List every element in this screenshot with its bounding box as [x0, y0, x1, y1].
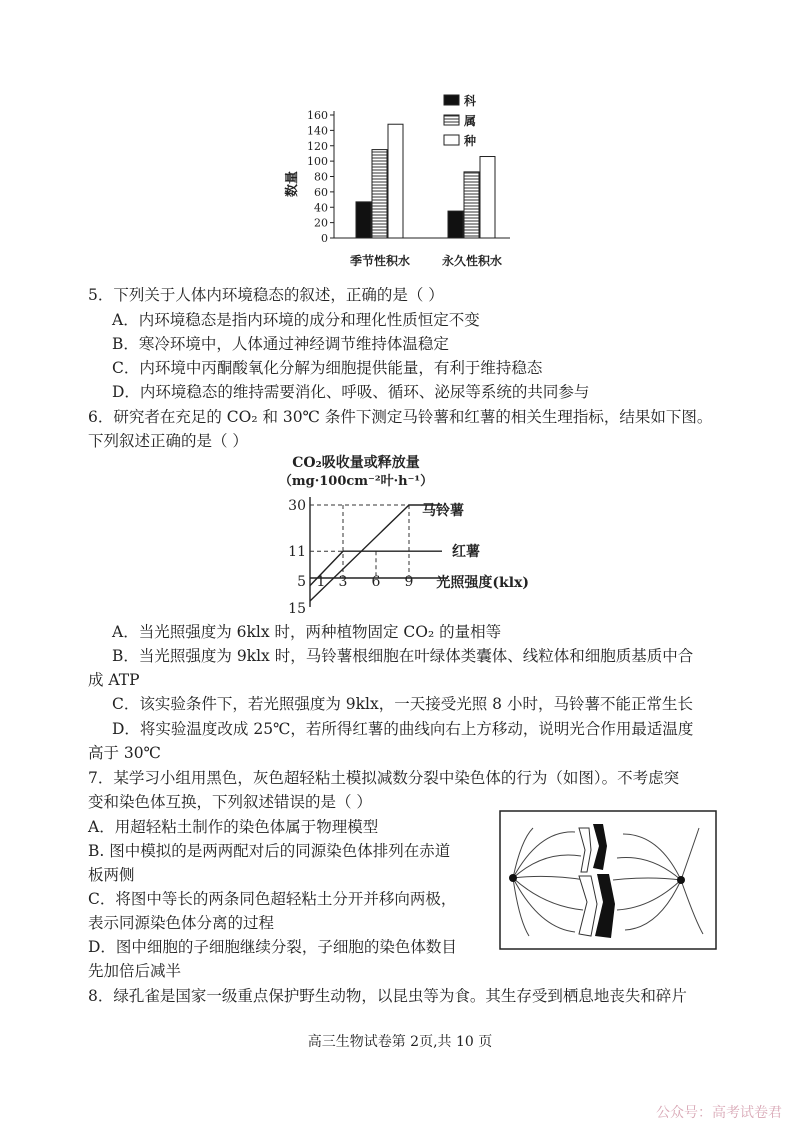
bar-chart-ylabel: 数量	[285, 170, 300, 198]
bar-y-tick-label: 140	[307, 124, 328, 138]
watermark: 公众号：高考试卷君	[656, 1105, 782, 1121]
q6-option-b-cont: 成 ATP	[88, 671, 140, 689]
q6-x-tick-label: 6	[371, 574, 381, 590]
q6-label-potato: 马铃薯	[422, 503, 464, 519]
q6-option-d: D．将实验温度改成 25℃，若所得红薯的曲线向右上方移动，说明光合作用最适温度	[112, 720, 694, 738]
q7-option-d: D．图中细胞的子细胞继续分裂，子细胞的染色体数目	[88, 938, 457, 956]
q7-option-b-cont: 板两侧	[88, 866, 135, 884]
q6-line-graph	[272, 452, 542, 616]
bar-y-tick-label: 20	[314, 216, 328, 230]
q5-option-b: B．寒冷环境中，人体通过神经调节维持体温稳定	[112, 335, 449, 353]
page-footer: 高三生物试卷第 2页,共 10 页	[307, 1034, 493, 1050]
q6-y-tick-label: 11	[288, 544, 306, 561]
q7-option-c: C．将图中等长的两条同色超轻粘土分开并移向两极，	[88, 890, 457, 908]
bar-chart-ticks	[307, 109, 334, 245]
bar-y-tick-label: 120	[307, 139, 328, 153]
q6-option-a: A．当光照强度为 6klx 时，两种植物固定 CO₂ 的量相等	[112, 623, 502, 641]
bar-chart-categories	[350, 253, 502, 268]
q7-option-b: B. 图中模拟的是两两配对后的同源染色体排列在赤道	[88, 842, 451, 860]
bar-y-tick-label: 100	[307, 155, 328, 169]
bar-0-1	[372, 150, 387, 238]
bar-chart	[270, 88, 530, 278]
bar-0-0	[356, 202, 371, 238]
bar-1-2	[480, 157, 495, 238]
q7-stem-line1: 7．某学习小组用黑色，灰色超轻粘土模拟减数分裂中染色体的行为（如图）。不考虑突	[88, 769, 680, 787]
q7-stem-line2: 变和染色体互换，下列叙述错误的是（ ）	[88, 793, 372, 811]
legend-swatch	[444, 135, 459, 145]
centrosome-left	[509, 874, 517, 882]
q7-option-a: A．用超轻粘土制作的染色体属于物理模型	[88, 818, 379, 836]
q6-y-tick-label: 30	[288, 498, 306, 514]
q6-option-d-cont: 高于 30℃	[88, 744, 161, 762]
q8-stem-line1: 8．绿孔雀是国家一级重点保护野生动物，以昆虫等为食。其生存受到栖息地丧失和碎片	[88, 987, 687, 1005]
q6-y-tick-label: 15	[288, 601, 306, 616]
q7-option-d-cont: 先加倍后减半	[88, 962, 182, 980]
q7-option-c-cont: 表示同源染色体分离的过程	[88, 914, 275, 932]
meiosis-cell-figure	[499, 810, 717, 950]
legend-label: 科	[464, 94, 477, 108]
q6-stem-line2: 下列叙述正确的是（ ）	[88, 432, 248, 450]
q6-option-c: C．该实验条件下，若光照强度为 9klx，一天接受光照 8 小时，马铃薯不能正常生长	[112, 695, 693, 713]
legend-label: 种	[464, 134, 477, 148]
q6-y-tick-label: 5	[297, 574, 306, 590]
bar-category-label: 季节性积水	[349, 254, 411, 268]
bar-y-tick-label: 40	[314, 201, 328, 215]
bar-y-tick-label: 80	[314, 170, 328, 184]
legend-swatch	[444, 115, 459, 125]
bar-y-tick-label: 60	[314, 185, 328, 199]
bar-chart-legend	[444, 93, 477, 148]
q6-tick-labels	[288, 498, 413, 616]
q6-x-tick-label: 1	[316, 574, 326, 590]
bar-category-label: 永久性积水	[441, 254, 503, 268]
q6-xlabel: 光照强度(klx)	[436, 575, 529, 591]
bar-1-1	[464, 172, 479, 238]
centrosome-right	[677, 876, 685, 884]
q6-x-tick-label: 9	[404, 574, 414, 590]
q5-option-a: A．内环境稳态是指内环境的成分和理化性质恒定不变	[112, 311, 480, 329]
q5-option-c: C．内环境中丙酮酸氧化分解为细胞提供能量，有利于维持稳态	[112, 359, 543, 377]
q6-ylabel-line1: CO₂吸收量或释放量	[292, 455, 420, 471]
q6-x-tick-label: 3	[338, 574, 348, 590]
q6-option-b: B．当光照强度为 9klx 时，马铃薯根细胞在叶绿体类囊体、线粒体和细胞质基质中合	[112, 647, 694, 665]
bar-y-tick-label: 160	[307, 109, 328, 122]
legend-swatch	[444, 95, 459, 105]
bar-y-tick-label: 0	[321, 232, 328, 245]
q6-guide-lines	[310, 505, 409, 578]
q5-option-d: D．内环境稳态的维持需要消化、呼吸、循环、泌尿等系统的共同参与	[112, 383, 590, 401]
q6-label-sweetpotato: 红薯	[452, 544, 480, 560]
q6-ylabel-line2: （mg·100cm⁻²叶·h⁻¹）	[278, 474, 434, 489]
bar-0-2	[388, 124, 403, 238]
legend-label: 属	[464, 114, 477, 128]
bar-1-0	[448, 211, 463, 238]
q6-stem-line1: 6．研究者在充足的 CO₂ 和 30℃ 条件下测定马铃薯和红薯的相关生理指标，结果如下图。	[88, 408, 713, 426]
q5-stem: 5．下列关于人体内环境稳态的叙述，正确的是（ ）	[88, 286, 444, 304]
